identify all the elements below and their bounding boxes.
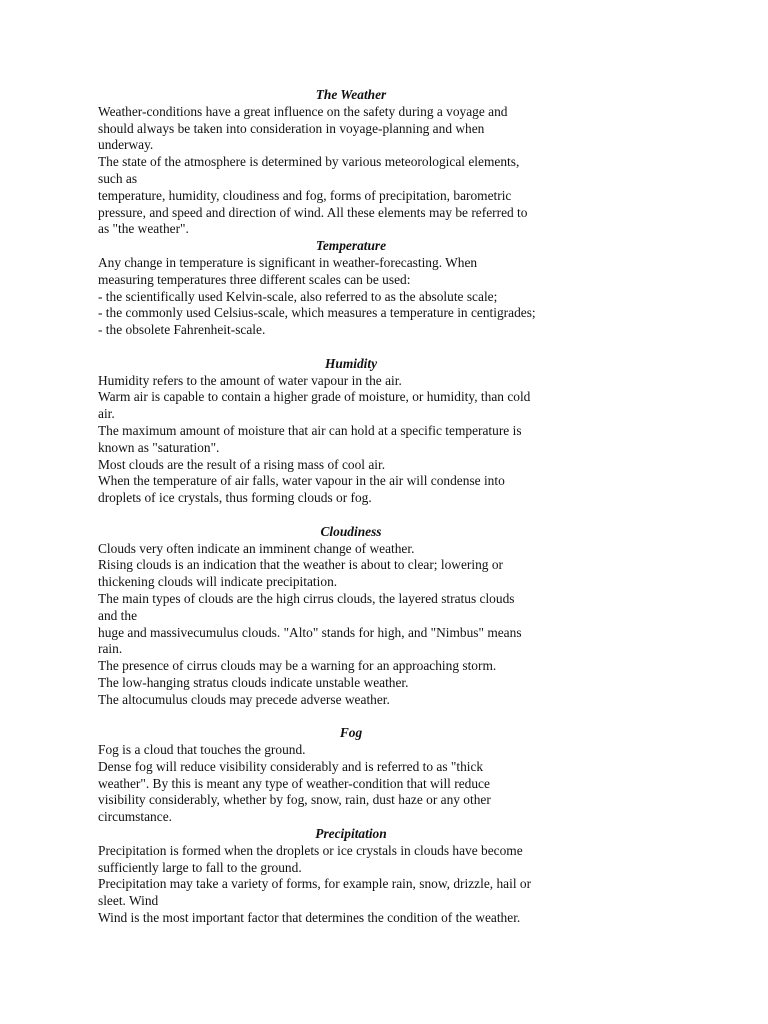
text-line: Precipitation is formed when the droplets or ice crystals in clouds have become (98, 842, 523, 858)
text-line: Most clouds are the result of a rising mass of cool air. (98, 456, 386, 472)
text-line: Any change in temperature is significant in weather-forecasting. When (98, 254, 478, 270)
section-heading: Humidity (324, 355, 378, 371)
text-line: - the commonly used Celsius-scale, which measures a temperature in centigrades; (98, 305, 536, 321)
text-line: Fog is a cloud that touches the ground. (98, 742, 306, 758)
text-line: The low-hanging stratus clouds indicate unstable weather. (98, 674, 409, 690)
text-line: weather". By this is meant any type of weather-condition that will reduce (98, 775, 490, 791)
text-line: sleet. Wind (98, 893, 159, 909)
text-line: Clouds very often indicate an imminent change of weather. (98, 540, 415, 556)
text-line: Dense fog will reduce visibility considerably and is referred to as "thick (98, 758, 484, 774)
blank-line (98, 507, 618, 524)
section-heading: Cloudiness (320, 523, 382, 539)
document-body (98, 87, 618, 927)
blank-line (98, 339, 618, 356)
text-line: should always be taken into consideration in voyage-planning and when (98, 120, 485, 136)
section-heading: Temperature (315, 238, 387, 254)
text-line: - the obsolete Fahrenheit-scale. (98, 322, 266, 338)
text-line: When the temperature of air falls, water vapour in the air will condense into (98, 473, 505, 489)
text-line: The maximum amount of moisture that air can hold at a specific temperature is (98, 422, 522, 438)
text-line: thickening clouds will indicate precipitation. (98, 574, 338, 590)
text-line: droplets of ice crystals, thus forming clouds or fog. (98, 490, 372, 506)
section-heading: The Weather (315, 87, 387, 102)
text-line: such as (98, 170, 138, 186)
text-line: The altocumulus clouds may precede adverse weather. (98, 691, 390, 707)
text-line: Rising clouds is an indication that the weather is about to clear; lowering or (98, 557, 503, 573)
text-line: Humidity refers to the amount of water vapour in the air. (98, 372, 402, 388)
text-line: known as "saturation". (98, 439, 220, 455)
text-line: temperature, humidity, cloudiness and fog, forms of precipitation, barometric (98, 187, 512, 203)
text-line: The main types of clouds are the high cirrus clouds, the layered stratus clouds (98, 590, 515, 606)
text-line: pressure, and speed and direction of wind. All these elements may be referred to (98, 204, 528, 220)
text-line: and the (98, 607, 138, 623)
text-line: sufficiently large to fall to the ground. (98, 859, 302, 875)
text-line: huge and massivecumulus clouds. "Alto" stands for high, and "Nimbus" means (98, 624, 522, 640)
blank-line (98, 708, 618, 725)
text-line: circumstance. (98, 809, 172, 825)
text-line: measuring temperatures three different scales can be used: (98, 271, 411, 287)
text-line: underway. (98, 137, 154, 153)
text-line: - the scientifically used Kelvin-scale, also referred to as the absolute scale; (98, 288, 498, 304)
text-line: Weather-conditions have a great influence on the safety during a voyage and (98, 103, 508, 119)
section-heading: Fog (339, 725, 363, 741)
text-line: Precipitation may take a variety of forms, for example rain, snow, drizzle, hail or (98, 876, 532, 892)
text-line: The state of the atmosphere is determined by various meteorological elements, (98, 154, 520, 170)
section-heading: Precipitation (315, 826, 387, 842)
text-line: Warm air is capable to contain a higher grade of moisture, or humidity, than cold (98, 389, 531, 405)
text-line: rain. (98, 641, 123, 657)
text-line: visibility considerably, whether by fog, snow, rain, dust haze or any other (98, 792, 491, 808)
text-line: as "the weather". (98, 221, 189, 237)
text-line: Wind is the most important factor that determines the condition of the weather. (98, 910, 521, 926)
text-line: air. (98, 406, 115, 422)
text-line: The presence of cirrus clouds may be a warning for an approaching storm. (98, 658, 497, 674)
